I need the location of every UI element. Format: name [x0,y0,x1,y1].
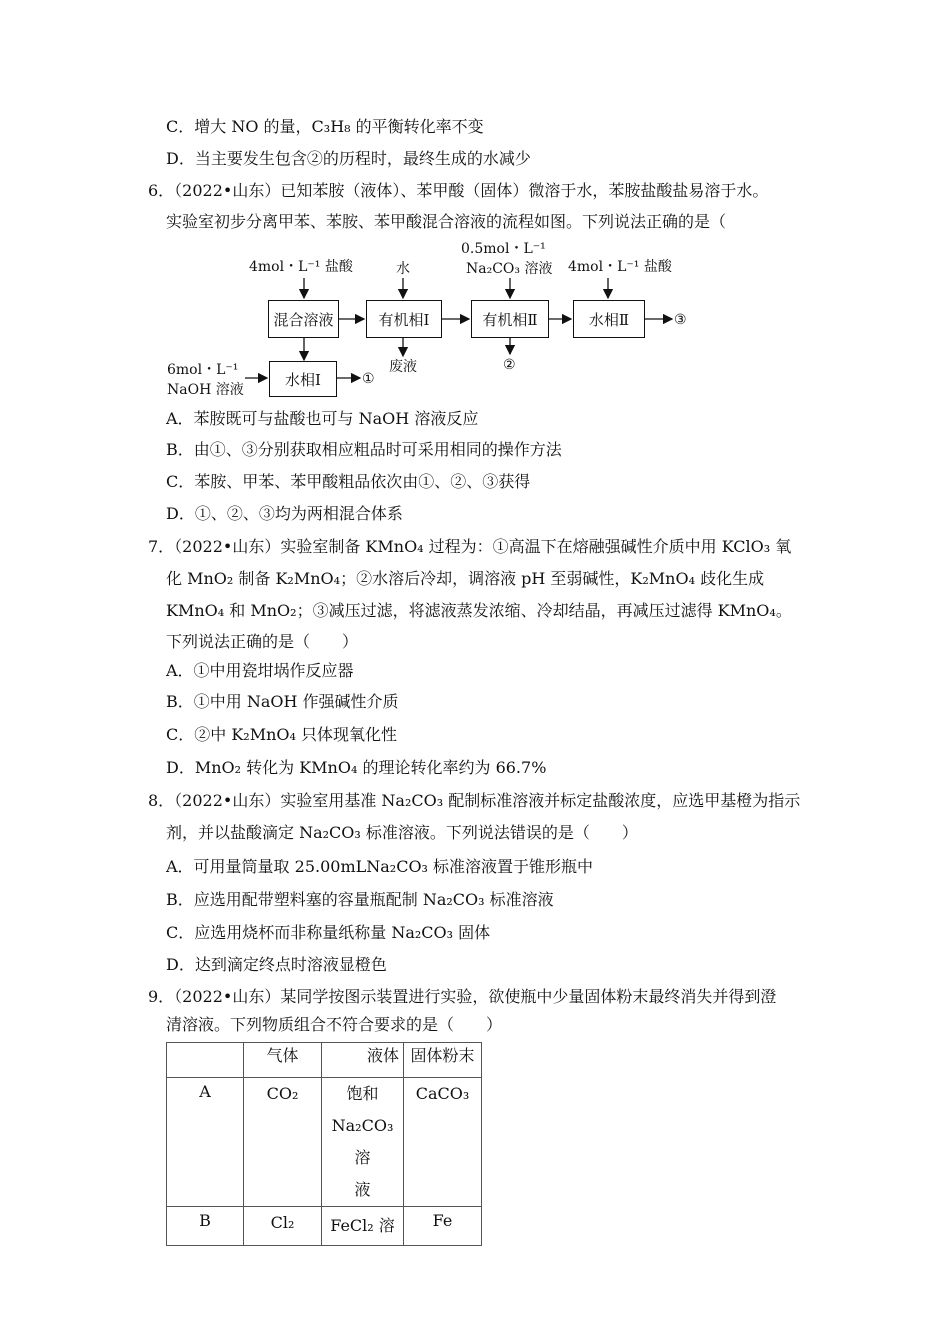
q8-option-d: D．达到滴定终点时溶液显橙色 [166,955,387,974]
box-mixed-solution: 混合溶液 [268,300,339,338]
table-header-cell [167,1043,244,1078]
q6-stem-line2: 实验室初步分离甲苯、苯胺、苯甲酸混合溶液的流程如图。下列说法正确的是（ [166,212,727,231]
row-label: A [167,1078,244,1207]
q7-option-b: B．①中用 NaOH 作强碱性介质 [166,692,399,711]
q6-option-c: C．苯胺、甲苯、苯甲酸粗品依次由①、②、③获得 [166,472,531,491]
table-row [167,1207,482,1246]
q7-stem-line1: 7．（2022•山东）实验室制备 KMnO₄ 过程为：①高温下在熔融强碱性介质中用 KClO₃ 氧 [148,537,792,556]
reagent-water: 水 [396,261,410,277]
q8-option-c: C．应选用烧杯而非称量纸称量 Na₂CO₃ 固体 [166,923,491,942]
q7-option-a: A．①中用瓷坩埚作反应器 [166,661,354,680]
reagent-hcl-2: 4mol・L⁻¹ 盐酸 [568,259,672,275]
q6-stem-line1: 6．（2022•山东）已知苯胺（液体）、苯甲酸（固体）微溶于水，苯胺盐酸盐易溶于水。 [148,181,769,200]
q7-option-c: C．②中 K₂MnO₄ 只体现氧化性 [166,725,398,744]
q5-option-c: C．增大 NO 的量，C₃H₈ 的平衡转化率不变 [166,117,484,136]
output-3: ③ [674,312,687,328]
gas-cell: Cl₂ [244,1207,322,1246]
liquid-line: 饱和 [346,1084,379,1103]
table-header-row [167,1043,482,1078]
q9-table [166,1042,482,1246]
table-header-cell: 固体粉末 [404,1043,482,1078]
liquid-line: 液 [354,1180,371,1199]
reagent-naoh-conc: 6mol・L⁻¹ [167,362,239,378]
q6-option-b: B．由①、③分别获取相应粗品时可采用相同的操作方法 [166,440,562,459]
reagent-na2co3-conc: 0.5mol・L⁻¹ [461,241,546,257]
q8-option-b: B．应选用配带塑料塞的容量瓶配制 Na₂CO₃ 标准溶液 [166,890,554,909]
table-header-cell: 气体 [244,1043,322,1078]
liquid-cell [322,1078,404,1207]
row-label: B [167,1207,244,1246]
box-aqueous-phase-2: 水相Ⅱ [573,300,645,338]
q9-stem-line2: 清溶液。下列物质组合不符合要求的是（ ） [166,1015,503,1034]
reagent-hcl-1: 4mol・L⁻¹ 盐酸 [249,259,353,275]
q8-stem-line1: 8．（2022•山东）实验室用基准 Na₂CO₃ 配制标准溶液并标定盐酸浓度，应选甲基橙为指示 [148,791,801,810]
q5-option-d: D．当主要发生包含②的历程时，最终生成的水减少 [166,149,531,168]
box-organic-phase-1: 有机相Ⅰ [366,300,442,338]
liquid-line: FeCl₂ 溶 [330,1216,395,1235]
q7-option-d: D．MnO₂ 转化为 KMnO₄ 的理论转化率约为 66.7% [166,758,547,777]
waste-liquid: 废液 [389,359,417,375]
solid-cell: Fe [404,1207,482,1246]
box-organic-phase-2: 有机相Ⅱ [471,300,549,338]
flowchart-arrows [0,0,950,420]
q7-stem-line2: 化 MnO₂ 制备 K₂MnO₄；②水溶后冷却，调溶液 pH 至弱碱性，K₂MnO₄ 歧化生成 [166,569,765,588]
liquid-line: Na₂CO₃ 溶 [331,1116,394,1167]
q6-option-a: A．苯胺既可与盐酸也可与 NaOH 溶液反应 [166,409,479,428]
q8-stem-line2: 剂，并以盐酸滴定 Na₂CO₃ 标准溶液。下列说法错误的是（ ） [166,823,638,842]
q7-stem-line4: 下列说法正确的是（ ） [166,632,359,651]
table-row [167,1078,482,1207]
box-aqueous-phase-1: 水相Ⅰ [269,361,337,397]
gas-cell: CO₂ [244,1078,322,1207]
output-2: ② [503,357,516,373]
q6-option-d: D．①、②、③均为两相混合体系 [166,504,403,523]
q8-option-a: A．可用量筒量取 25.00mLNa₂CO₃ 标准溶液置于锥形瓶中 [166,857,594,876]
q9-stem-line1: 9．（2022•山东）某同学按图示装置进行实验，欲使瓶中少量固体粉末最终消失并得到澄 [148,987,777,1006]
q7-stem-line3: KMnO₄ 和 MnO₂；③减压过滤，将滤液蒸发浓缩、冷却结晶，再减压过滤得 KMnO₄。 [166,601,792,620]
solid-cell: CaCO₃ [404,1078,482,1207]
output-1: ① [362,371,375,387]
reagent-naoh: NaOH 溶液 [167,382,244,398]
table-header-cell: 液体 [322,1043,404,1078]
reagent-na2co3: Na₂CO₃ 溶液 [466,261,553,277]
liquid-cell [322,1207,404,1246]
